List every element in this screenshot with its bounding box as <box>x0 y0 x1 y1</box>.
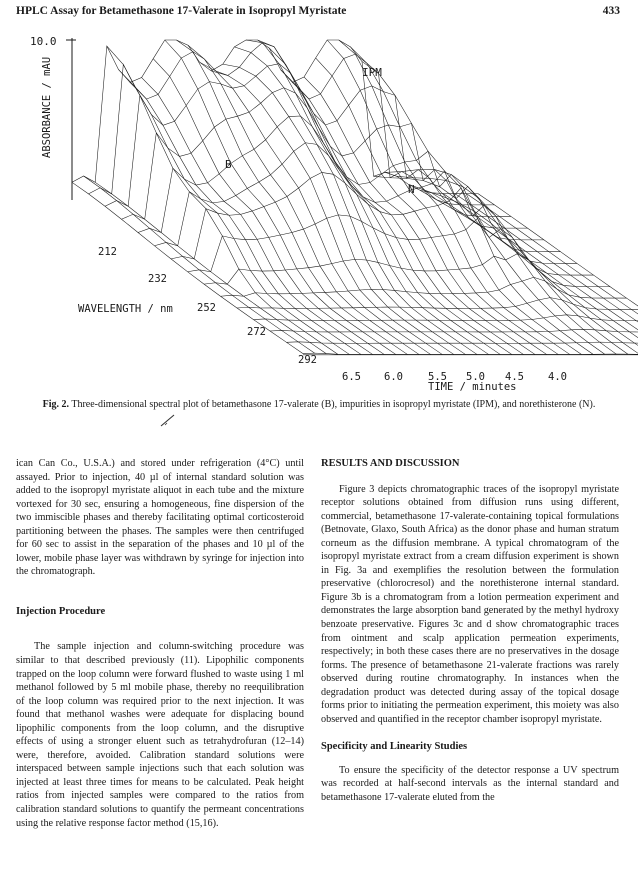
mesh-line-time <box>287 342 638 343</box>
mesh-line-wavelength <box>374 176 605 354</box>
page-number: 433 <box>602 5 620 17</box>
section-heading: Injection Procedure <box>16 605 106 617</box>
y-axis-max-tick: 10.0 <box>30 35 57 48</box>
mesh-line-wavelength <box>234 47 465 355</box>
time-tick: 6.5 <box>342 371 361 383</box>
mesh-line-wavelength <box>95 182 326 353</box>
right-column <box>321 457 619 805</box>
mesh-line-wavelength <box>200 62 431 354</box>
paragraph: The sample injection and column-switching procedure was similar to that described previously (11). Lipophilic components trapped on the loop column were forward flushed to waste using 1 ml methanol followed by 5 ml mobile phase, thereby no reequilibration of the loop column was required prior to the next injection. It was found that methanol washes were adequate for displacing bound lipophilic components from the loop column, and the disruptive effects of using a stronger eluent such as tetrahydrofuran (12–14) were, therefore, avoided. Calibration standard solutions were interspaced between sample injections such that each solution was injected at least three times for means to be calculated. Peak height ratios from injected samples were compared to the ratios from calibration standard solutions to quantify the permeant concentrations using the relative response factor method (15,16). <box>16 641 304 829</box>
left-column <box>16 457 304 830</box>
peak-label-ipm: IPM <box>362 66 382 79</box>
peak-label-b: B <box>225 158 232 171</box>
mesh-line-time <box>303 353 638 354</box>
paragraph: Figure 3 depicts chromatographic traces of the isopropyl myristate receptor solutions obtained from diffusion runs using different, commercial, betamethasone 17-valerate-containing topical formulations (Betnovate, Glaxo, South Africa) as the donor phase and human stratum corneum as the diffusion membrane. A typical chromatogram of the isopropyl myristate extract from a cream diffusion experiment is shown in Fig. 3a and exemplifies the resolution between the formulation preservative (chlorocresol) and the norethisterone internal standard. Figure 3b is a chromatogram from a lotion permeation experiment and demonstrates the large absorption band generated by the methyl hydroxy benzoate preservative. Figures 3c and d show chromatographic traces from ointment and scalp application permeation experiments, respectively; in both these cases there are no preservatives in the dosage forms. The presence of betamethasone 21-valerate fractions was rarely observed during routine chromatography. In instances when the degradation product was detected during assay of the topical dosage forms prior to initiating the permeation experiment, this moiety was also observed and quantified in the receptor chamber isopropyl myristate. <box>321 483 619 725</box>
wavelength-tick: 272 <box>247 326 266 338</box>
mesh-line-time <box>221 277 627 298</box>
pen-mark <box>160 413 176 427</box>
time-tick: 5.5 <box>428 371 447 383</box>
paragraph: To ensure the specificity of the detector response a UV spectrum was recorded at half-second intervals as the internal standard and betamethasone 17-valerate eluted from the <box>321 764 619 804</box>
running-title: HPLC Assay for Betamethasone 17-Valerate in Isopropyl Myristate <box>16 5 347 17</box>
wavelength-tick: 232 <box>148 273 167 285</box>
mesh-line-time <box>155 143 561 252</box>
wavelength-tick: 252 <box>197 302 216 314</box>
time-axis-label: TIME / minutes <box>428 381 517 393</box>
mesh-line-wavelength <box>72 182 303 353</box>
mesh-line-wavelength <box>443 193 638 354</box>
caption-text: Three-dimensional spectral plot of betamethasone 17-valerate (B), impurities in isopropyl myristate (IPM), and norethisterone (N). <box>71 399 596 410</box>
wavelength-axis-label: WAVELENGTH / nm <box>78 303 173 315</box>
wavelength-tick: 212 <box>98 246 117 258</box>
time-tick: 4.5 <box>505 371 524 383</box>
caption-label: Fig. 2. <box>42 399 70 410</box>
time-tick: 6.0 <box>384 371 403 383</box>
figure-caption <box>26 398 612 412</box>
mesh-line-wavelength <box>84 176 315 353</box>
paragraph: ican Can Co., U.S.A.) and stored under refrigeration (4°C) until assayed. Prior to injection, 40 µl of internal standard solution was added to the isopropyl myristate aliquot in each tube and the mixture vortexed for 30 sec, ensuring a homogeneous, fine dispersion of the two immiscible phases and thereby facilitating optimal corticosteroid partitioning between the phases. The samples were then centrifuged for 60 sec to assist in the separation of the phases and 10 µl of the lower, mobile phase layer was withdrawn by syringe for injection into the chromatograph. <box>16 458 304 578</box>
y-axis-label: ABSORBANCE / mAU <box>41 56 53 158</box>
section-heading: RESULTS AND DISCUSSION <box>321 458 460 469</box>
mesh-line-time <box>89 43 495 205</box>
time-tick: 5.0 <box>466 371 485 383</box>
peak-label-n: N <box>408 183 415 196</box>
mesh-line-wavelength <box>223 64 454 354</box>
time-tick: 4.0 <box>548 371 567 383</box>
section-heading: Specificity and Linearity Studies <box>321 741 468 753</box>
mesh-line-wavelength <box>408 184 638 354</box>
spectral-plot-figure <box>0 0 638 400</box>
wavelength-tick: 292 <box>298 354 317 366</box>
mesh-line-wavelength <box>316 58 547 354</box>
mesh-line-wavelength <box>397 176 628 354</box>
